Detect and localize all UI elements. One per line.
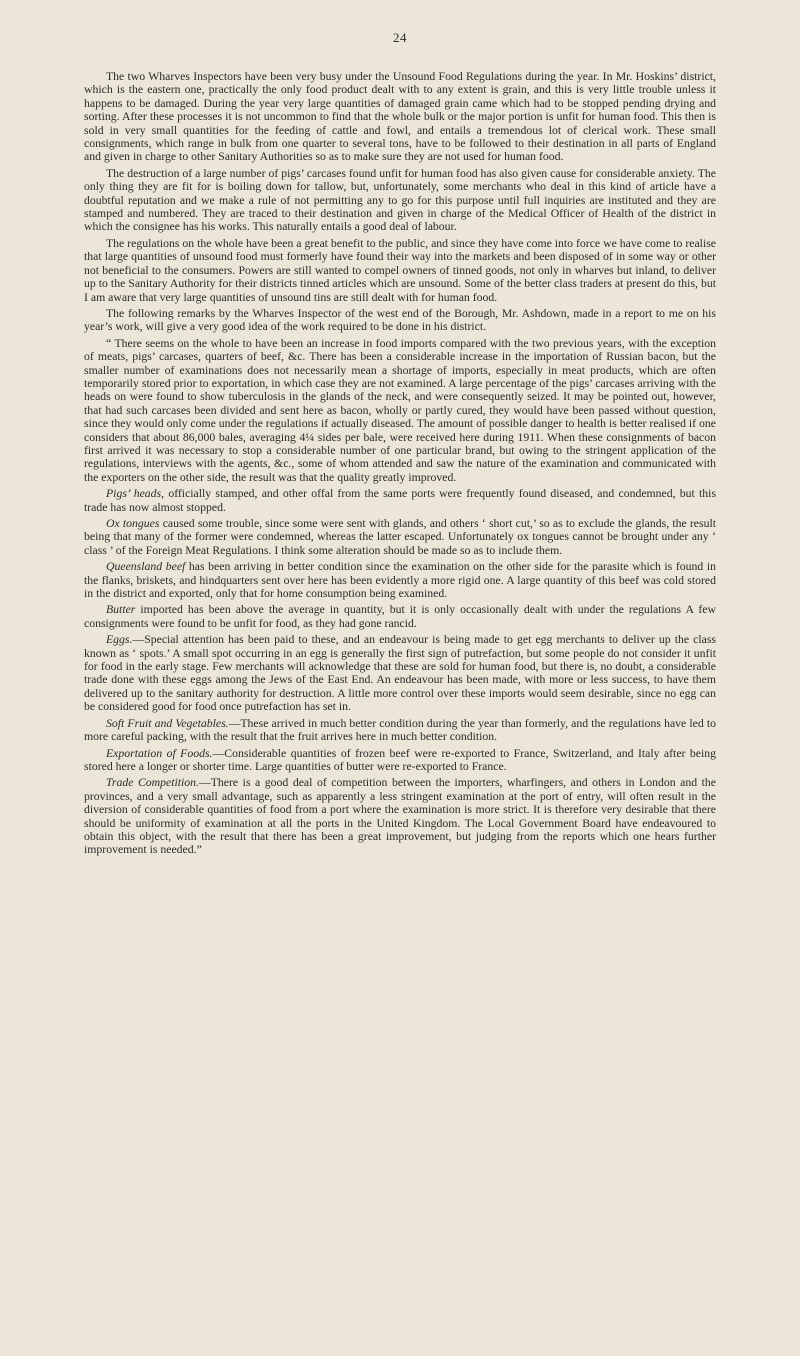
paragraph-text: imported has been above the average in quantity, but it is only occasionally dealt with under the regulations A few consignments were found to be unfit for food, as they had gone rancid. (84, 603, 716, 630)
paragraph-eggs (84, 633, 716, 713)
paragraph-grain-inspection (84, 70, 716, 164)
paragraph-lead: Exportation of Foods. (106, 746, 213, 760)
paragraph-lead: Eggs. (106, 633, 133, 647)
paragraph-text: —Special attention has been paid to these, and an endeavour is being made to get egg merchants to deliver up the class known as ‘ spots.’ A small spot occurring in an egg is generally the first sign of putrefaction, but some people do not consider it unfit for food in the early stage. Few merchants will acknowledge that these are sold for human food, but there is, no doubt, a considerable trade done with these eggs among the Jews of the East End. An endeavour has been made, with more or less success, to have them delivered up to the sanitary authority for destruction. A little more control over these imports would seem desirable, since no egg can be considered good for food once putrefaction has set in. (84, 633, 716, 714)
page-number: 24 (393, 30, 407, 45)
paragraph-pigs-carcases (84, 167, 716, 234)
paragraph-exportation (84, 747, 716, 774)
paragraph-text: The following remarks by the Wharves Inspector of the west end of the Borough, Mr. Ashdown, made in a report to me on his year’s work, will give a very good idea of the work required to be done in his district. (84, 306, 716, 334)
paragraph-food-imports (84, 337, 716, 484)
paragraph-ox-tongues (84, 517, 716, 557)
paragraph-text: “ There seems on the whole to have been an increase in food imports compared with the two previous years, with the exception of meats, pigs’ carcases, quarters of beef, &c. There has been a considerable increase in the importation of Russian bacon, but the smaller number of examinations does not necessarily mean a shortage of imports, especially in meat products, which are often temporarily stored prior to exportation, in which case they are not examined. A large percentage of the pigs’ carcases arriving with the heads on were found to show tuberculosis in the glands of the neck, and were consequently seized. It may be pointed out, however, that had such carcases been divided and sent here as bacon, wholly or partly cured, they would have been passed without question, since they would only come under the regulations if actually diseased. The amount of possible danger to health is better realised if one considers that about 86,000 bales, averaging 4¼ sides per bale, were received here during 1911. When these consignments of bacon first arrived it was necessary to stop a considerable number of one particular brand, but owing to the stringent application of the regulations, interviews with the agents, &c., some of whom attended and saw the nature of the examination and communicated with the exporters on the other side, the result was that the quality greatly improved. (84, 336, 716, 484)
paragraph-queensland-beef (84, 560, 716, 600)
paragraph-text: has been arriving in better condition since the examination on the other side for the parasite which is found in the flanks, briskets, and hindquarters sent over here has been evidently a more rigid one. A large quantity of this beef was cold stored in the district and exported, only that for home consumption being examined. (84, 560, 716, 601)
paragraph-text: —These arrived in much better condition during the year than formerly, and the regulations have led to more careful packing, with the result that the fruit arrives here in much better condition. (84, 716, 717, 744)
paragraph-regulations-benefit (84, 237, 716, 304)
paragraph-lead: Pigs’ heads, (106, 487, 165, 501)
paragraph-pigs-heads (84, 487, 716, 514)
paragraph-text: caused some trouble, since some were sent with glands, and others ‘ short cut,’ so as to exclude the glands, the result being that many of the former were condemned, whereas the latter escaped. Unfortunately ox tongues cannot be brought under any ‘ class ’ of the Foreign Meat Regulations. I think some alteration should be made so as to include them. (84, 517, 716, 557)
paragraph-text: —There is a good deal of competition between the importers, wharfingers, and others in London and the provinces, and a very small advantage, such as apparently a less stringent examination at the port of entry, will often result in the diversion of considerable quantities of food from a port where the examination is more strict. It is therefore very desirable that there should be uniformity of examination at all the ports in the United Kingdom. The Local Government Board have endeavoured to obtain this object, with the result that there has been a great improvement, but judging from the reports which one hears further improvement is needed.” (84, 776, 716, 857)
paragraph-text: The two Wharves Inspectors have been very busy under the Unsound Food Regulations during the year. In Mr. Hoskins’ district, which is the eastern one, practically the only food product dealt with to any extent is grain, and this is very little trouble unless it happens to be damaged. During the year very large quantities of damaged grain came which had to be stopped pending drying and sorting. After these processes it is not uncommon to find that the whole bulk or the major portion is unfit for human food. This then is sold in very small quantities for the feeding of cattle and fowl, and entails a tremendous lot of clerical work. These small consignments, which range in bulk from one quarter to several tons, have to be followed to their destination in all parts of England and given in charge to other Sanitary Authorities so as to make sure they are not used for human food. (84, 70, 716, 164)
paragraph-ashdown-intro (84, 307, 716, 334)
paragraph-butter (84, 603, 716, 630)
paragraph-lead: Soft Fruit and Vegetables. (106, 716, 229, 730)
paragraph-text: officially stamped, and other offal from the same ports were frequently found diseased, and condemned, but this trade has now almost stopped. (84, 487, 717, 514)
paragraph-lead: Butter (106, 603, 136, 617)
paragraph-lead: Ox tongues (106, 517, 160, 530)
paragraph-text: The destruction of a large number of pigs’ carcases found unfit for human food has also given cause for considerable anxiety. The only thing they are fit for is boiling down for tallow, but, unfortunately, some merchants who deal in this kind of article have a doubtful reputation and we make a rule of not permitting any to go for this purpose until full inquiries are instituted and they are stamped and numbered. They are traced to their destination and given in charge of the Medical Officer of Health of the district in which the consignee has his works. This naturally entails a good deal of labour. (84, 166, 716, 234)
paragraph-lead: Queensland beef (106, 560, 186, 574)
paragraph-trade-competition (84, 776, 716, 856)
paragraph-lead: Trade Competition. (106, 776, 199, 790)
paragraph-text: —Considerable quantities of frozen beef were re-exported to France, Switzerland, and Italy after being stored here a longer or shorter time. Large quantities of butter were re-exported to France. (84, 746, 717, 773)
paragraph-soft-fruit (84, 717, 716, 744)
paragraph-text: The regulations on the whole have been a great benefit to the public, and since they have come into force we have come to realise that large quantities of unsound food must formerly have found their way into the markets and been disposed of in some way or other not beneficial to the consumers. Powers are still wanted to compel owners of tinned goods, not only in wharves but inland, to deliver up to the Sanitary Authority for their districts tinned articles which are unsound. Some of the better class traders at present do this, but I am aware that very large quantities of unsound tins are still dealt with for human food. (84, 236, 716, 304)
